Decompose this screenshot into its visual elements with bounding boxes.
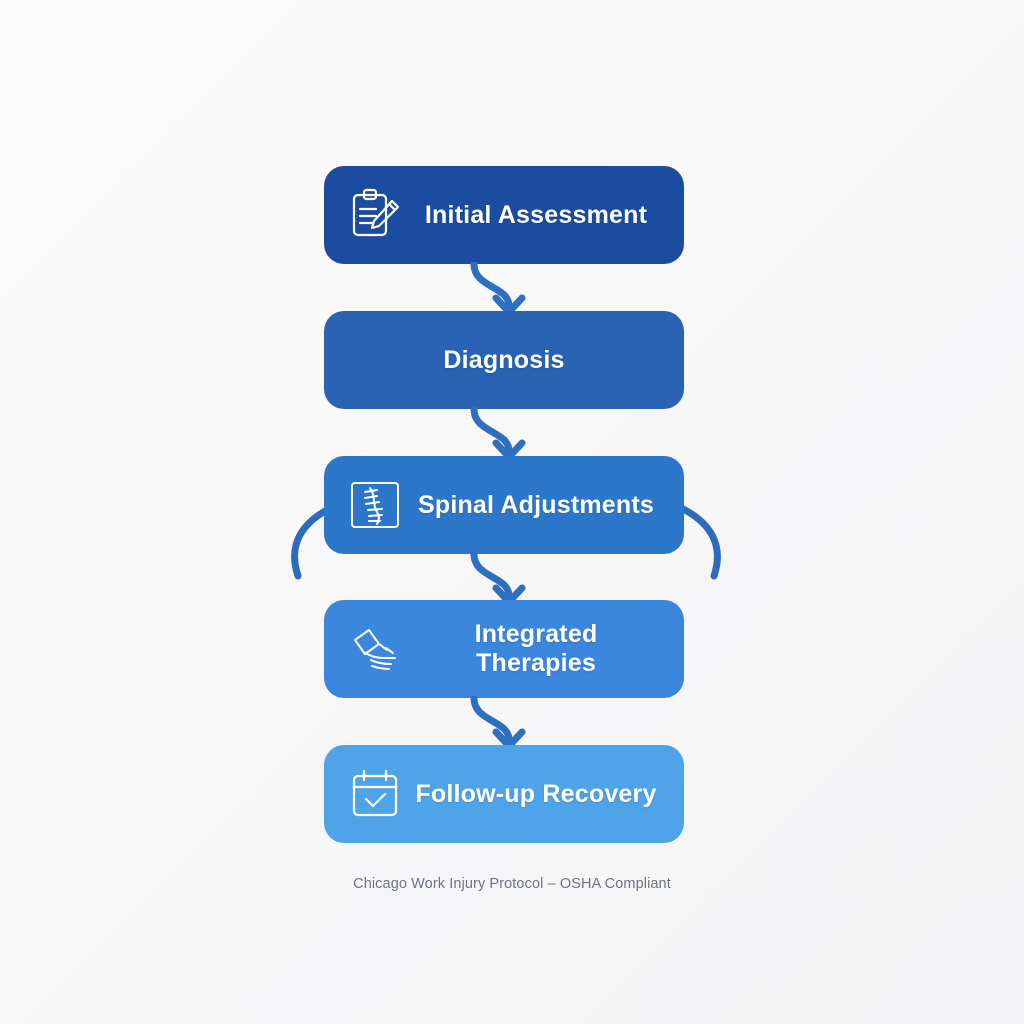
connector-arrow-3 (324, 552, 684, 604)
calendar-check-icon (342, 761, 408, 827)
flow-step-initial-assessment[interactable] (324, 166, 684, 264)
flow-step-spinal-adjustments[interactable] (324, 456, 684, 554)
flow-step-label: Spinal Adjustments (417, 490, 655, 519)
flow-step-integrated-therapies[interactable] (324, 600, 684, 698)
connector-arrow-1 (324, 262, 684, 314)
connector-arrow-4 (324, 696, 684, 748)
connector-arrow-2 (324, 407, 684, 459)
diagram-caption: Chicago Work Injury Protocol – OSHA Compliant (353, 876, 671, 892)
spine-xray-icon (342, 472, 408, 538)
flow-step-follow-up-recovery[interactable] (324, 745, 684, 843)
flow-step-diagnosis[interactable] (324, 311, 684, 409)
flow-step-label: Follow-up Recovery (415, 779, 657, 808)
flow-step-label: Initial Assessment (424, 200, 648, 229)
flow-step-label: Diagnosis (443, 345, 565, 374)
clipboard-pencil-icon (342, 182, 408, 248)
therapy-device-hand-icon (342, 616, 408, 682)
flow-step-label: Integrated Therapies (474, 620, 598, 677)
